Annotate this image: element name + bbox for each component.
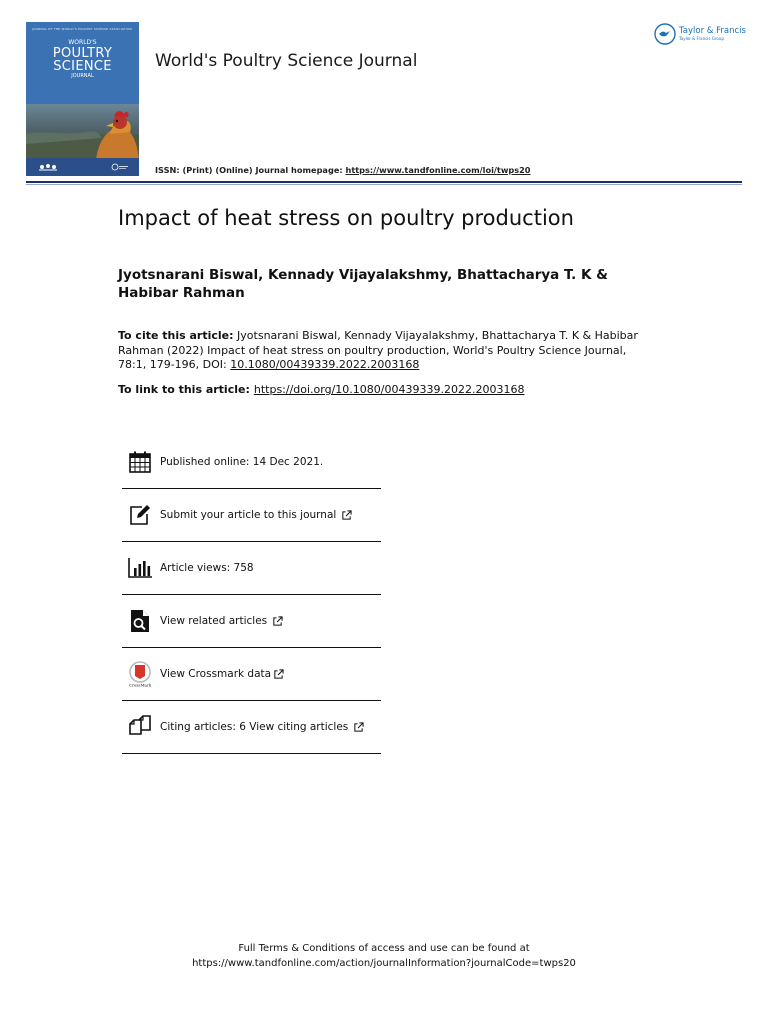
cite-label: To cite this article: xyxy=(118,329,234,342)
article-views-item xyxy=(122,542,381,595)
header-rule-thin xyxy=(26,184,742,185)
calendar-icon xyxy=(127,449,153,475)
submit-article-text: Submit your article to this journal xyxy=(160,509,337,521)
citation-block xyxy=(118,329,648,373)
article-authors: Jyotsnarani Biswal, Kennady Vijayalakshmy, Bhattacharya T. K & Habibar Rahman xyxy=(118,267,608,301)
terms-footer xyxy=(0,942,768,971)
crossmark-link[interactable] xyxy=(160,668,284,680)
article-title: Impact of heat stress on poultry production xyxy=(118,206,574,230)
article-doi-link[interactable]: https://doi.org/10.1080/00439339.2022.2003168 xyxy=(253,383,525,396)
external-link-icon xyxy=(272,616,283,627)
cover-bottom-band xyxy=(26,158,139,176)
link-label: To link to this article: xyxy=(118,383,250,396)
external-link-icon xyxy=(341,510,352,521)
cite-text: Jyotsnarani Biswal, Kennady Vijayalakshmy, Bhattacharya T. K & Habibar Rahman (2022) Impact of heat stress on poultry production, World's Poultry Science Journal, 78:1, 179-196, DOI: xyxy=(118,329,638,371)
related-articles-item[interactable] xyxy=(122,595,381,648)
article-link-line xyxy=(118,383,524,396)
cover-rooster-photo xyxy=(26,104,139,160)
terms-footer-line1: Full Terms & Conditions of access and use can be found at xyxy=(238,943,530,954)
cover-title-line2: POULTRY xyxy=(52,46,113,61)
journal-homepage-link[interactable]: https://www.tandfonline.com/loi/twps20 xyxy=(345,165,531,175)
copy-pages-icon xyxy=(127,714,153,740)
crossmark-item[interactable] xyxy=(122,648,381,701)
search-document-icon xyxy=(127,608,153,634)
cover-title-line4: JOURNAL xyxy=(71,73,94,79)
wpsa-logo-icon xyxy=(36,162,60,172)
citing-articles-item[interactable] xyxy=(122,701,381,754)
publisher-mini-logo-icon xyxy=(111,163,129,171)
published-online-item xyxy=(122,436,381,489)
crossmark-text: View Crossmark data xyxy=(160,668,272,680)
cover-title xyxy=(26,40,139,79)
published-online-label: Published online: 14 Dec 2021. xyxy=(160,456,324,468)
cover-title-line3: SCIENCE xyxy=(53,59,112,74)
publisher-subname: Taylor & Francis Group xyxy=(679,35,724,41)
issn-text: ISSN: (Print) (Online) Journal homepage: xyxy=(155,165,346,175)
citing-articles-text: Citing articles: 6 View citing articles xyxy=(160,721,349,733)
related-articles-text: View related articles xyxy=(160,615,268,627)
publisher-name: Taylor & Francis xyxy=(679,26,746,37)
cover-title-line1: WORLD'S xyxy=(68,39,97,46)
external-link-icon xyxy=(273,669,284,680)
publisher-logo[interactable] xyxy=(654,22,746,46)
bar-chart-icon xyxy=(127,555,153,581)
crossmark-caption: CrossMark xyxy=(128,682,152,687)
issn-line xyxy=(155,165,531,175)
article-info-list xyxy=(122,436,381,754)
cite-doi-link[interactable]: 10.1080/00439339.2022.2003168 xyxy=(230,358,420,371)
article-views-label: Article views: 758 xyxy=(160,562,254,574)
cover-topline: JOURNAL OF THE WORLD'S POULTRY SCIENCE ASSOCIATION xyxy=(32,27,132,31)
submit-article-item[interactable] xyxy=(122,489,381,542)
edit-icon xyxy=(127,502,153,528)
citing-articles-link[interactable] xyxy=(160,721,364,733)
header-rule xyxy=(26,181,742,183)
crossmark-icon xyxy=(127,661,153,687)
submit-article-link[interactable] xyxy=(160,509,352,521)
external-link-icon xyxy=(353,722,364,733)
related-articles-link[interactable] xyxy=(160,615,283,627)
terms-footer-url[interactable]: https://www.tandfonline.com/action/journalInformation?journalCode=twps20 xyxy=(192,957,576,969)
journal-cover xyxy=(26,22,139,176)
journal-title: World's Poultry Science Journal xyxy=(155,51,418,71)
taylor-francis-icon xyxy=(654,23,676,45)
